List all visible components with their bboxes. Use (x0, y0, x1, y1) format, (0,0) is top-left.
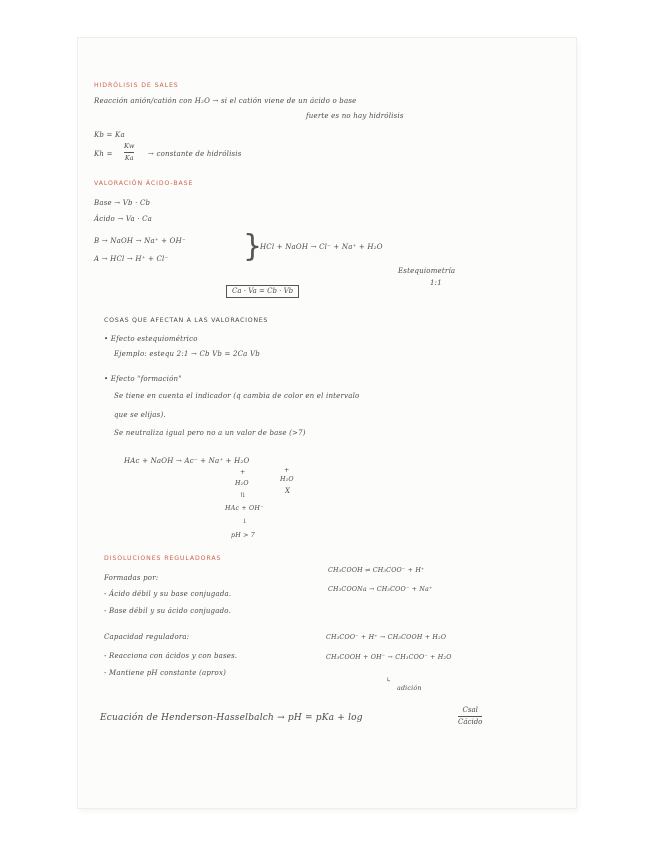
reaction-base-addition: CH₃COOH + OH⁻ → CH₃COO⁻ + H₂O (326, 654, 452, 661)
list-item: - Base débil y su ácido conjugado. (104, 607, 232, 615)
note-line: fuerte es no hay hidrólisis (306, 112, 404, 120)
formula-kh-label: Kh = (94, 150, 113, 158)
section-title-valoracion: VALORACIÓN ÁCIDO-BASE (94, 180, 194, 187)
bullet-item: • Efecto estequiométrico (104, 335, 198, 343)
note-line: Ácido → Va · Ca (94, 215, 153, 223)
cross-mark: X (285, 487, 291, 495)
note-line: HAc + OH⁻ (225, 505, 264, 512)
brace: } (243, 229, 263, 264)
list-item: - Mantiene pH constante (aprox) (104, 669, 227, 677)
fraction-denominator: Ka (124, 153, 134, 162)
notebook-page (78, 38, 576, 808)
plus-sign: + (284, 467, 290, 474)
note-line: 1:1 (430, 279, 442, 287)
fraction-numerator: Kw (124, 142, 135, 150)
note-line: Estequiometría (398, 267, 456, 275)
section-title-factores: COSAS QUE AFECTAN A LAS VALORACIONES (104, 317, 269, 324)
list-item: - Reacciona con ácidos y con bases. (104, 652, 238, 660)
note-line: H₂O (280, 476, 294, 483)
note-line: Ejemplo: estequ 2:1 → Cb Vb = 2Ca Vb (114, 350, 260, 358)
note-line: pH > 7 (231, 532, 256, 539)
hook-arrow: ↳ (386, 677, 392, 684)
equilibrium-arrow: ⇅ (240, 492, 246, 499)
reaction-acid-addition: CH₃COO⁻ + H⁺ → CH₃COOH + H₂O (326, 634, 447, 641)
reaction-acid: A → HCl → H⁺ + Cl⁻ (94, 255, 169, 263)
note-line: Se tiene en cuenta el indicador (q cambia de color en el intervalo (114, 392, 360, 400)
henderson-hasselbalch-equation: Ecuación de Henderson-Hasselbalch → pH = pKa + log (100, 713, 363, 723)
fraction-bar (124, 152, 134, 153)
note-line: → constante de hidrólisis (148, 150, 242, 158)
reaction-acetate: CH₃COONa → CH₃COO⁻ + Na⁺ (328, 586, 433, 593)
formula-kh-fraction (124, 143, 134, 161)
note-line: Base → Vb · Cb (94, 199, 151, 207)
section-title-disoluciones: DISOLUCIONES REGULADORAS (104, 555, 222, 562)
note-line: que se elijas). (114, 411, 166, 419)
plus-sign: + (240, 469, 246, 476)
down-arrow: ↓ (242, 518, 248, 525)
bullet-item: • Efecto "formación" (104, 375, 182, 383)
section-title-hidrolisis: HIDRÓLISIS DE SALES (94, 82, 179, 89)
reaction-base: B → NaOH → Na⁺ + OH⁻ (94, 237, 186, 245)
note-line: Capacidad reguladora: (104, 633, 190, 641)
reaction-hac: HAc + NaOH → Ac⁻ + Na⁺ + H₂O (124, 457, 250, 465)
formula-kb: Kb = Ka (94, 131, 125, 139)
reaction-neutralization: HCl + NaOH → Cl⁻ + Na⁺ + H₂O (260, 243, 383, 251)
boxed-formula: Ca · Va = Cb · Vb (226, 285, 299, 298)
note-line: Se neutraliza igual pero no a un valor de base (>7) (114, 429, 306, 437)
hh-fraction (458, 707, 482, 726)
list-item: - Ácido débil y su base conjugada. (104, 590, 232, 598)
fraction-bar (458, 716, 482, 717)
fraction-denominator: Cácido (458, 718, 483, 726)
note-line: Formadas por: (104, 574, 159, 582)
fraction-numerator: Csal (462, 706, 478, 714)
note-line: H₂O (235, 480, 249, 487)
note-line: adición (397, 685, 422, 692)
reaction-acetic: CH₃COOH ⇌ CH₃COO⁻ + H⁺ (328, 567, 425, 574)
note-line: Reacción anión/catión con H₂O → si el catión viene de un ácido o base (94, 97, 357, 105)
